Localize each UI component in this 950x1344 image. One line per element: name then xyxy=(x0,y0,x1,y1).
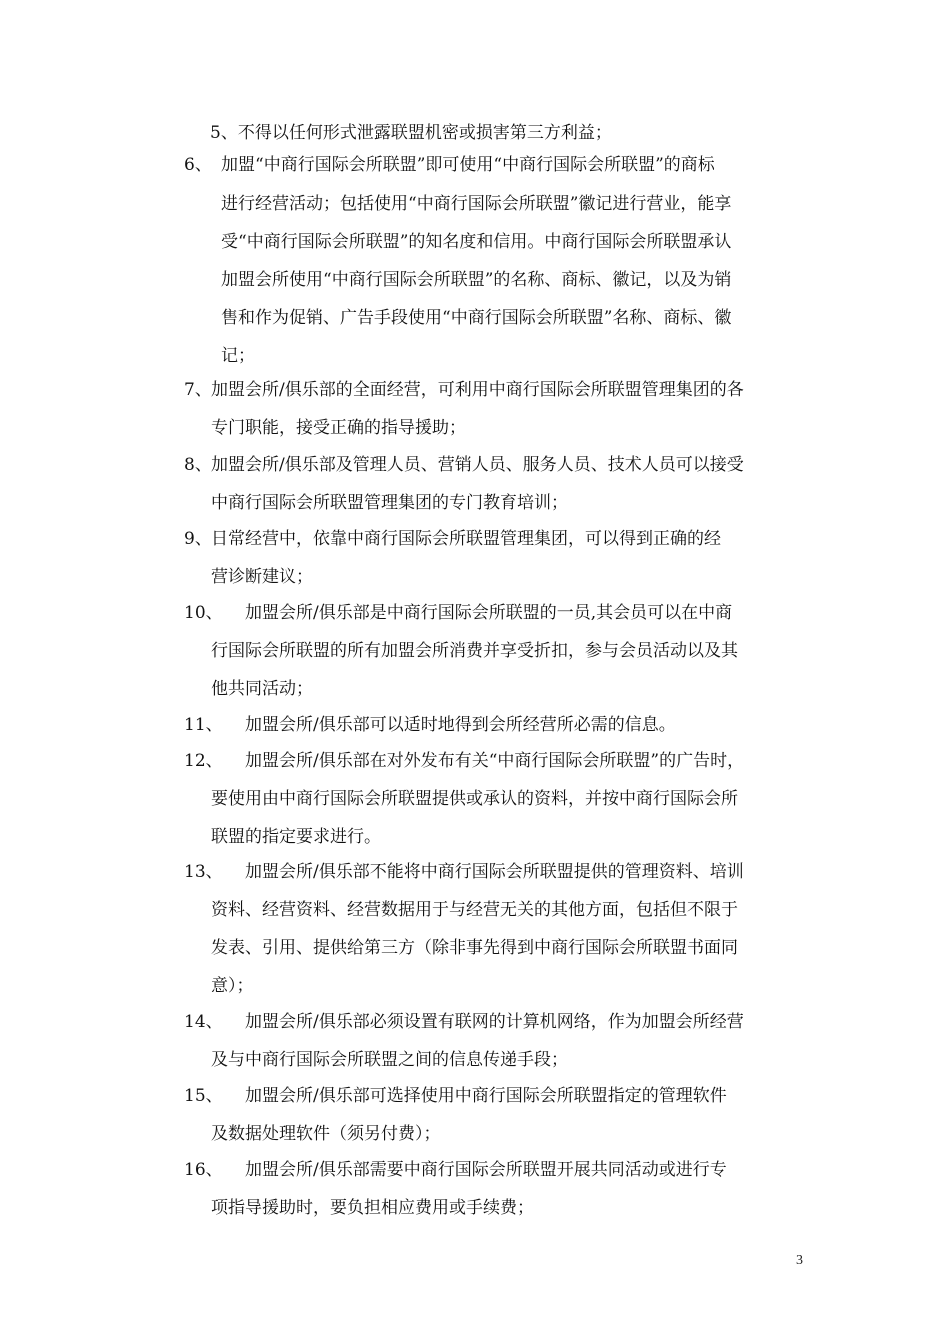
list-item-line: 加盟会所/俱乐部需要中商行国际会所联盟开展共同活动或进行专 xyxy=(245,1160,727,1180)
list-item-number: 14、 xyxy=(184,1012,223,1032)
list-item-line: 加盟会所/俱乐部在对外发布有关“中商行国际会所联盟”的广告时， xyxy=(245,751,745,771)
list-item-line: 加盟会所/俱乐部可选择使用中商行国际会所联盟指定的管理软件 xyxy=(245,1086,727,1106)
list-item-number: 7、 xyxy=(184,380,212,400)
list-item-line: 加盟会所/俱乐部的全面经营，可利用中商行国际会所联盟管理集团的各 xyxy=(211,380,744,400)
list-item-line: 受“中商行国际会所联盟”的知名度和信用。中商行国际会所联盟承认 xyxy=(221,232,732,252)
list-item-line: 及与中商行国际会所联盟之间的信息传递手段； xyxy=(211,1050,568,1070)
list-item-line: 联盟的指定要求进行。 xyxy=(211,827,381,847)
list-item-line: 加盟会所/俱乐部及管理人员、营销人员、服务人员、技术人员可以接受 xyxy=(211,455,744,475)
list-item-number: 6、 xyxy=(184,155,212,175)
list-item-line: 及数据处理软件（须另付费）； xyxy=(211,1124,441,1144)
list-item-line: 5、不得以任何形式泄露联盟机密或损害第三方利益； xyxy=(210,123,612,143)
list-item-number: 12、 xyxy=(184,751,223,771)
list-item-line: 加盟“中商行国际会所联盟”即可使用“中商行国际会所联盟”的商标 xyxy=(221,155,715,175)
list-item-number: 16、 xyxy=(184,1160,223,1180)
list-item-line: 专门职能，接受正确的指导援助； xyxy=(211,418,466,438)
list-item-line: 加盟会所使用“中商行国际会所联盟”的名称、商标、徽记，以及为销 xyxy=(221,270,732,290)
list-item-line: 意）； xyxy=(211,976,254,996)
list-item-line: 资料、经营资料、经营数据用于与经营无关的其他方面，包括但不限于 xyxy=(211,900,738,920)
list-item-line: 发表、引用、提供给第三方（除非事先得到中商行国际会所联盟书面同 xyxy=(211,938,738,958)
list-item-line: 要使用由中商行国际会所联盟提供或承认的资料，并按中商行国际会所 xyxy=(211,789,738,809)
list-item-number: 9、 xyxy=(184,529,212,549)
list-item-line: 售和作为促销、广告手段使用“中商行国际会所联盟”名称、商标、徽 xyxy=(221,308,732,328)
list-item-number: 11、 xyxy=(184,715,223,735)
list-item-number: 10、 xyxy=(184,603,223,623)
list-item-line: 加盟会所/俱乐部必须设置有联网的计算机网络，作为加盟会所经营 xyxy=(245,1012,744,1032)
list-item-line: 加盟会所/俱乐部可以适时地得到会所经营所必需的信息。 xyxy=(245,715,676,735)
page-number: 3 xyxy=(796,1253,803,1268)
list-item-line: 中商行国际会所联盟管理集团的专门教育培训； xyxy=(211,493,568,513)
list-item-line: 加盟会所/俱乐部是中商行国际会所联盟的一员,其会员可以在中商 xyxy=(245,603,733,623)
list-item-line: 加盟会所/俱乐部不能将中商行国际会所联盟提供的管理资料、培训 xyxy=(245,862,744,882)
list-item-line: 日常经营中，依靠中商行国际会所联盟管理集团，可以得到正确的经 xyxy=(211,529,721,549)
list-item-line: 他共同活动； xyxy=(211,679,313,699)
list-item-line: 进行经营活动；包括使用“中商行国际会所联盟”徽记进行营业，能享 xyxy=(221,194,732,214)
list-item-line: 行国际会所联盟的所有加盟会所消费并享受折扣，参与会员活动以及其 xyxy=(211,641,738,661)
list-item-number: 8、 xyxy=(184,455,212,475)
list-item-line: 项指导援助时，要负担相应费用或手续费； xyxy=(211,1198,534,1218)
list-item-line: 记； xyxy=(221,346,255,366)
list-item-number: 13、 xyxy=(184,862,223,882)
list-item-line: 营诊断建议； xyxy=(211,567,313,587)
list-item-number: 15、 xyxy=(184,1086,223,1106)
